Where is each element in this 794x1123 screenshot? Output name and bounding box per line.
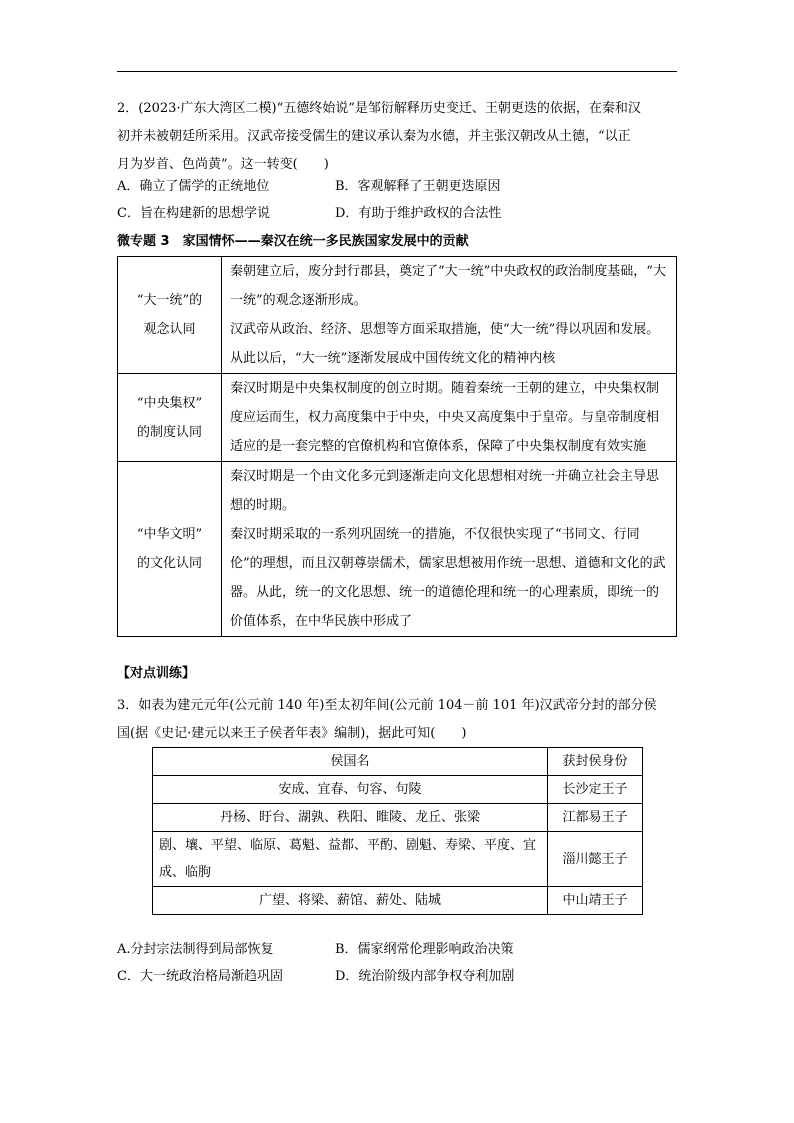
row-label-line: “中央集权” [136, 395, 203, 411]
row-paragraph: 秦汉时期采取的一系列巩固统一的措施，不仅很快实现了“书同文、行同伦”的理想，而且汉朝尊崇儒术，儒家思想被用作统一思想、道德和文化的武器。从此，统一的文化思想、统一的道德伦理和统一的心理素质，即统一的价值体系，在中华民族中形成了 [230, 527, 666, 629]
question-2-line: 2．(2023·广东大湾区二模)“五德终始说”是邹衍解释历史变迁、王朝更迭的依据，在秦和汉 [117, 101, 641, 116]
option-d[interactable]: D．有助于维护政权的合法性 [335, 206, 502, 221]
row-content [222, 374, 677, 462]
table-cell: 中山靖王子 [548, 887, 643, 915]
option-b[interactable]: B．儒家纲常伦理影响政治决策 [335, 942, 514, 957]
table-cell: 长沙定王子 [548, 776, 643, 804]
question-3-line: 3．如表为建元元年(公元前 140 年)至太初年间(公元前 104－前 101 年)汉武帝分封的部分侯 [117, 698, 657, 713]
table-row [153, 832, 643, 887]
fiefdom-table [152, 747, 643, 915]
topic-table [117, 256, 677, 637]
question-2-line: 初并未被朝廷所采用。汉武帝接受儒生的建议承认秦为水德，并主张汉朝改从土德，“以正 [117, 129, 631, 144]
topic-title: 微专题 3 家国情怀——秦汉在统一多民族国家发展中的贡献 [117, 234, 469, 249]
column-header: 侯国名 [153, 748, 548, 776]
table-cell: 淄川懿王子 [548, 832, 643, 887]
table-row [118, 462, 677, 637]
section-heading: 【对点训练】 [117, 666, 196, 681]
row-paragraph: 秦汉时期是中央集权制度的创立时期。随着秦统一王朝的建立，中央集权制度应运而生，权力高度集中于中央，中央又高度集中于皇帝。与皇帝制度相适应的是一套完整的官僚机构和官僚体系，保障了中央集权制度有效实施 [230, 381, 660, 454]
table-row [118, 257, 677, 374]
row-label-line: 观念认同 [143, 322, 196, 337]
table-row [153, 776, 643, 804]
option-a[interactable]: A.分封宗法制得到局部恢复 [117, 942, 274, 957]
question-3-options-row-2 [117, 964, 677, 990]
table-cell: 丹杨、盱台、湖孰、秩阳、睢陵、龙丘、张梁 [153, 804, 548, 832]
row-label-line: 的文化认同 [136, 556, 202, 571]
question-2-stem [117, 95, 682, 179]
table-row [153, 804, 643, 832]
question-2-options-row-1 [117, 174, 677, 200]
table-cell: 安成、宜春、句容、句陵 [153, 776, 548, 804]
question-3-options-row-1 [117, 937, 677, 963]
table-cell: 广望、将梁、薪馆、薪处、陆城 [153, 887, 548, 915]
row-paragraph: 汉武帝从政治、经济、思想等方面采取措施，使“大一统”得以巩固和发展。从此以后，“大一统”逐渐发展成中国传统文化的精神内核 [230, 322, 660, 366]
row-content [222, 257, 677, 374]
row-label [118, 257, 222, 374]
table-row [118, 374, 677, 462]
option-a[interactable]: A．确立了儒学的正统地位 [117, 179, 270, 194]
option-c[interactable]: C．大一统政治格局渐趋巩固 [117, 969, 283, 984]
table-cell: 剧、壤、平望、临原、葛魁、益都、平酌、剧魁、寿梁、平度、宜成、临朐 [153, 832, 548, 887]
question-3-stem [117, 692, 682, 748]
row-label-line: 的制度认同 [136, 424, 202, 440]
table-row [153, 887, 643, 915]
column-header: 获封侯身份 [548, 748, 643, 776]
question-2-options-row-2 [117, 201, 677, 227]
option-b[interactable]: B．客观解释了王朝更迭原因 [335, 179, 501, 194]
row-label [118, 374, 222, 462]
question-3-line: 国(据《史记·建元以来王子侯者年表》编制)，据此可知( ) [117, 726, 467, 741]
question-2-line: 月为岁首、色尚黄”。这一转变( ) [117, 157, 329, 172]
option-c[interactable]: C．旨在构建新的思想学说 [117, 206, 270, 221]
header-rule [117, 71, 677, 72]
option-d[interactable]: D．统治阶级内部争权夺利加剧 [335, 969, 515, 984]
table-header-row [153, 748, 643, 776]
table-cell: 江都易王子 [548, 804, 643, 832]
row-label [118, 462, 222, 637]
row-content [222, 462, 677, 637]
row-label-line: “中华文明” [136, 527, 203, 542]
row-paragraph: 秦朝建立后，废分封行郡县，奠定了“大一统”中央政权的政治制度基础，“大一统”的观念逐渐形成。 [230, 264, 666, 308]
row-label-line: “大一统”的 [136, 293, 203, 308]
row-paragraph: 秦汉时期是一个由文化多元到逐渐走向文化思想相对统一并确立社会主导思想的时期。 [230, 469, 660, 513]
